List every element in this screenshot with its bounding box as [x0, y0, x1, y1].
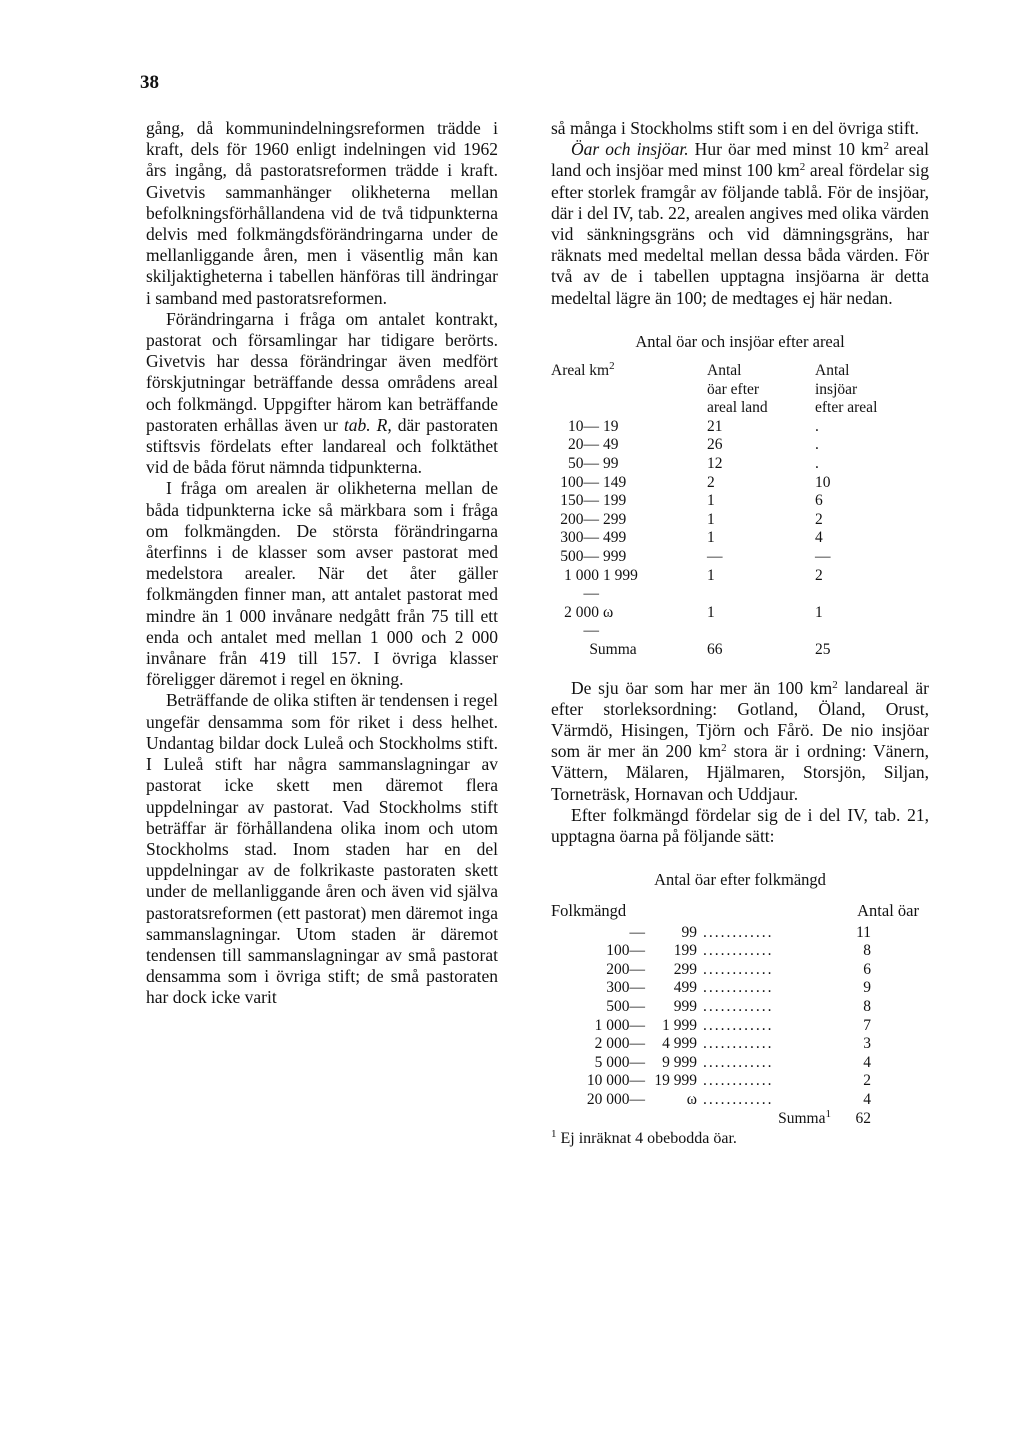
sum-label-text: Summa: [778, 1109, 826, 1127]
lakes-count: 10: [815, 473, 831, 491]
range-from: 5 000—: [594, 1053, 645, 1071]
range-from: 300—: [606, 979, 645, 997]
range-to: 19 999: [654, 1072, 697, 1090]
paragraph: Efter folkmängd fördelar sig de i del IV, tab. 21, upptagna öarna på följande sätt:: [551, 804, 929, 846]
table-row: [551, 961, 929, 980]
superscript: 2: [721, 742, 727, 755]
population-range: [551, 1017, 697, 1036]
header-islands: [675, 362, 797, 418]
area-to: 1 999: [603, 566, 638, 584]
range-from: —: [629, 923, 645, 941]
header-count: Antal öar: [857, 901, 919, 921]
sum-islands: 66: [707, 640, 723, 658]
table-row: [551, 924, 929, 943]
lakes-count: 2: [815, 510, 823, 528]
superscript: 2: [609, 360, 615, 373]
table-sum-row: [551, 641, 929, 660]
lakes-count: 6: [815, 492, 823, 510]
range-from: 1 000—: [594, 1016, 645, 1034]
island-count: 8: [863, 942, 871, 960]
islands-count: 1: [707, 529, 715, 547]
islands-count: 1: [707, 492, 715, 510]
area-table-title: Antal öar och insjöar efter areal: [635, 331, 845, 351]
population-range: [551, 924, 697, 943]
paragraph: gång, då kommunindelningsreformen trädde i kraft, dels för 1960 enligt indelningen vid 1962 års ingång, då pastoratsreformen trädde i kraft. Givetvis sammanhänger olikheterna mellan befolkningsförhållandena vid de två tidpunkterna delvis med folkmängdsförändringarna under de mellanliggande åren, men i väsentlig mån kan skiljaktigheterna i tabellen hänföras till ändringar i samband med pastoratsreformen.: [146, 118, 498, 308]
right-column: [551, 118, 929, 1149]
area-from: 500—: [560, 547, 599, 565]
table-row: [551, 529, 929, 548]
superscript: 2: [799, 161, 806, 174]
paragraph: Beträffande de olika stiften är tendensen i regel ungefär densamma som för riket i dess helhet. Undantag bildar dock Luleå och Stockholms stift. I Luleå stift har några sammanslagningar av pastorat icke skett men däremot flera uppdelningar av pastorat. Vad Stockholms stift beträffar är förhållandena olika inom och utom Stockholms stad. Inom staden har en del uppdelningar av de folkrikaste pastoraten skett under de mellanliggande åren och även vid själva pastoratsreformen (ett pastorat) men däremot inga sammanslagningar. Utom staden är däremot tendensen till sammanslagningar av små pastorat densamma som i övriga stift; de små pastoraten har dock icke varit: [146, 690, 498, 1008]
table-row: [551, 418, 929, 437]
table-row: [551, 436, 929, 455]
islands-count: 1: [707, 566, 715, 584]
paragraph-text: Förändringarna i fråga om antalet kontrakt, pastorat och församlingar har tidigare berörts. Givetvis har dessa förändringar även medfört förskjutningar beträffande dessa områdens areal och folkmängd. Uppgifter härom kan beträffande pastoraten erhållas även ur: [146, 308, 498, 435]
table-sum-row: [551, 1110, 929, 1129]
pop-table: [551, 924, 929, 1129]
lakes-count: —: [815, 547, 831, 565]
population-range: [551, 1054, 697, 1073]
range-to: 299: [673, 960, 697, 978]
table-row: [551, 567, 929, 604]
leader-dots: ............: [703, 997, 774, 1015]
population-range: [551, 942, 697, 961]
paragraph-text: där pastoraten stiftsvis fördelats efter landareal och folktäthet vid de båda förut nämnda tidpunkterna.: [146, 414, 499, 478]
population-range: [551, 1091, 697, 1110]
population-range: [551, 1072, 697, 1091]
paragraph: [146, 309, 498, 479]
islands-count: 2: [707, 473, 715, 491]
header-population: Folkmängd: [551, 901, 627, 921]
leader-dots: ............: [703, 960, 774, 978]
islands-count: 1: [707, 510, 715, 528]
area-to: 999: [603, 547, 627, 565]
area-to: 149: [603, 473, 627, 491]
header-text: insjöar: [815, 380, 858, 398]
header-text: öar efter: [707, 380, 760, 398]
superscript: 1: [551, 1128, 557, 1141]
pop-table-header: [551, 900, 929, 921]
islands-count: 21: [707, 417, 723, 435]
paragraph: I fråga om arealen är olikheterna mellan de båda tidpunkterna icke så märkbara som i fråga om folkmängden. De största förändringarna återfinns i de klasser som avser pastorat med medelstora arealer. När det åter gäller folkmängden finner man, att antalet pastorat med mindre än 1 000 invånare nedgått från 75 till ett enda och antalet med mellan 1 000 och 2 000 invånare från 419 till 157. I övriga klasser föreligger däremot i regel en ökning.: [146, 478, 498, 690]
lakes-count: .: [815, 436, 819, 454]
leader-dots: ............: [703, 979, 774, 997]
range-to: 4 999: [662, 1035, 697, 1053]
area-to: ω: [603, 603, 614, 621]
sum-label: [551, 1107, 843, 1129]
leader-dots: ............: [703, 1016, 774, 1034]
range-to: 999: [673, 997, 697, 1015]
range-to: 199: [673, 942, 697, 960]
area-from: 2 000—: [564, 603, 599, 640]
range-to: 99: [681, 923, 697, 941]
table-row: [551, 455, 929, 474]
population-range: [551, 979, 697, 998]
area-to: 99: [603, 455, 619, 472]
islands-count: 1: [707, 603, 715, 621]
range-from: 10 000—: [586, 1072, 645, 1090]
table-row: [551, 604, 929, 641]
range-to: 9 999: [662, 1053, 697, 1071]
area-to: 199: [603, 492, 627, 510]
header-text: Areal km: [551, 362, 610, 380]
paragraph: så många i Stockholms stift som i en del övriga stift.: [551, 118, 919, 138]
paragraph: [551, 678, 929, 805]
leader-dots: ............: [703, 1035, 774, 1053]
page-number: 38: [140, 72, 159, 93]
population-range: [551, 961, 697, 980]
island-count: 6: [863, 960, 871, 978]
island-count: 11: [856, 923, 871, 941]
population-range: [551, 998, 697, 1017]
leader-dots: ............: [703, 923, 774, 941]
range-from: 500—: [606, 997, 645, 1015]
table-row: [551, 548, 929, 567]
paragraph-text: landareal är efter storleksordning: Gotland, Öland, Orust, Värmdö, Hisingen, Tjörn och Fårö. De nio insjöar som är mer än 200 km: [551, 677, 930, 762]
header-text: Antal: [707, 362, 742, 380]
paragraph-text: stora är i ordning: Vänern, Vättern, Mälaren, Hjälmaren, Storsjön, Siljan, Torneträsk, Hornavan och Uddjaur.: [551, 741, 929, 804]
superscript: 2: [832, 678, 838, 691]
island-count: 9: [863, 979, 871, 997]
islands-count: 26: [707, 436, 723, 454]
superscript: 1: [825, 1107, 831, 1120]
range-to: ω: [686, 1090, 697, 1108]
table-row: [551, 1035, 929, 1054]
lakes-count: 1: [815, 603, 823, 621]
range-from: 100—: [606, 942, 645, 960]
lakes-count: .: [815, 417, 819, 435]
area-from: 1 000—: [564, 566, 599, 603]
header-text: areal land: [707, 399, 768, 417]
leader-dots: ............: [703, 1053, 774, 1071]
table-row: [551, 942, 929, 961]
area-from: 200—: [560, 510, 599, 528]
table-row: [551, 1017, 929, 1036]
table-reference: tab. R,: [343, 414, 392, 435]
footnote: [551, 1128, 929, 1149]
sum-lakes: 25: [815, 640, 831, 658]
table-row: [551, 474, 929, 493]
table-row: [551, 979, 929, 998]
left-column: [146, 118, 498, 1009]
superscript: 2: [883, 140, 889, 153]
area-from: 20—: [568, 436, 599, 454]
paragraph-text: De sju öar som har mer än 100 km: [571, 677, 833, 698]
range-from: 2 000—: [594, 1035, 645, 1053]
header-lakes: [797, 362, 929, 418]
area-from: 10—: [568, 417, 599, 435]
area-to: 19: [603, 417, 619, 435]
area-to: 49: [603, 436, 619, 454]
paragraph-text: Hur öar med minst 10 km: [688, 139, 884, 160]
table-row: [551, 492, 929, 511]
section-heading: Öar och insjöar.: [571, 139, 689, 160]
lakes-count: 2: [815, 566, 823, 584]
island-count: 4: [863, 1053, 871, 1071]
range-from: 200—: [606, 960, 645, 978]
table-row: [551, 1072, 929, 1091]
area-to: 299: [603, 510, 627, 528]
header-area: [551, 362, 675, 418]
area-from: 300—: [560, 529, 599, 547]
area-from: 50—: [568, 455, 599, 472]
table-row: [551, 998, 929, 1017]
area-table: [551, 362, 929, 660]
table-header-row: [551, 362, 929, 418]
islands-count: 12: [707, 455, 723, 472]
islands-count: —: [707, 547, 723, 565]
leader-dots: ............: [703, 1090, 774, 1108]
header-text: Antal: [815, 362, 850, 380]
pop-table-title: Antal öar efter folkmängd: [654, 870, 826, 890]
lakes-count: 4: [815, 529, 823, 547]
leader-dots: ............: [703, 1072, 774, 1090]
area-from: 100—: [560, 473, 599, 491]
leader-dots: ............: [703, 942, 774, 960]
population-range: [551, 1035, 697, 1054]
island-count: 3: [863, 1035, 871, 1053]
island-count: 7: [863, 1016, 871, 1034]
range-to: 1 999: [662, 1016, 697, 1034]
table-row: [551, 1054, 929, 1073]
range-from: 20 000—: [586, 1090, 645, 1108]
sum-label: Summa: [589, 640, 637, 658]
footnote-text: Ej inräknat 4 obebodda öar.: [556, 1130, 737, 1148]
island-count: 8: [863, 997, 871, 1015]
header-text: efter areal: [815, 399, 878, 417]
island-count: 2: [863, 1072, 871, 1090]
paragraph-text: areal fördelar sig efter storlek framgår av följande tablå. För de insjöar, där i del IV, tab. 22, arealen angives med olika värden vid sänkningsgräns och vid dämningsgräns, har räknats med medeltal mellan dessa båda värden. För två av de i tabellen upptagna insjöarna är detta medeltal lägre än 100; de medtages ej här nedan.: [551, 160, 929, 308]
table-row: [551, 1091, 929, 1110]
island-count: 4: [863, 1090, 871, 1108]
lakes-count: .: [815, 455, 819, 472]
table-row: [551, 511, 929, 530]
range-to: 499: [673, 979, 697, 997]
area-from: 150—: [560, 492, 599, 510]
paragraph-text: areal land och insjöar med minst 100 km: [551, 139, 930, 181]
paragraph: [551, 139, 929, 309]
area-to: 499: [603, 529, 627, 547]
sum-count: 62: [855, 1109, 871, 1127]
